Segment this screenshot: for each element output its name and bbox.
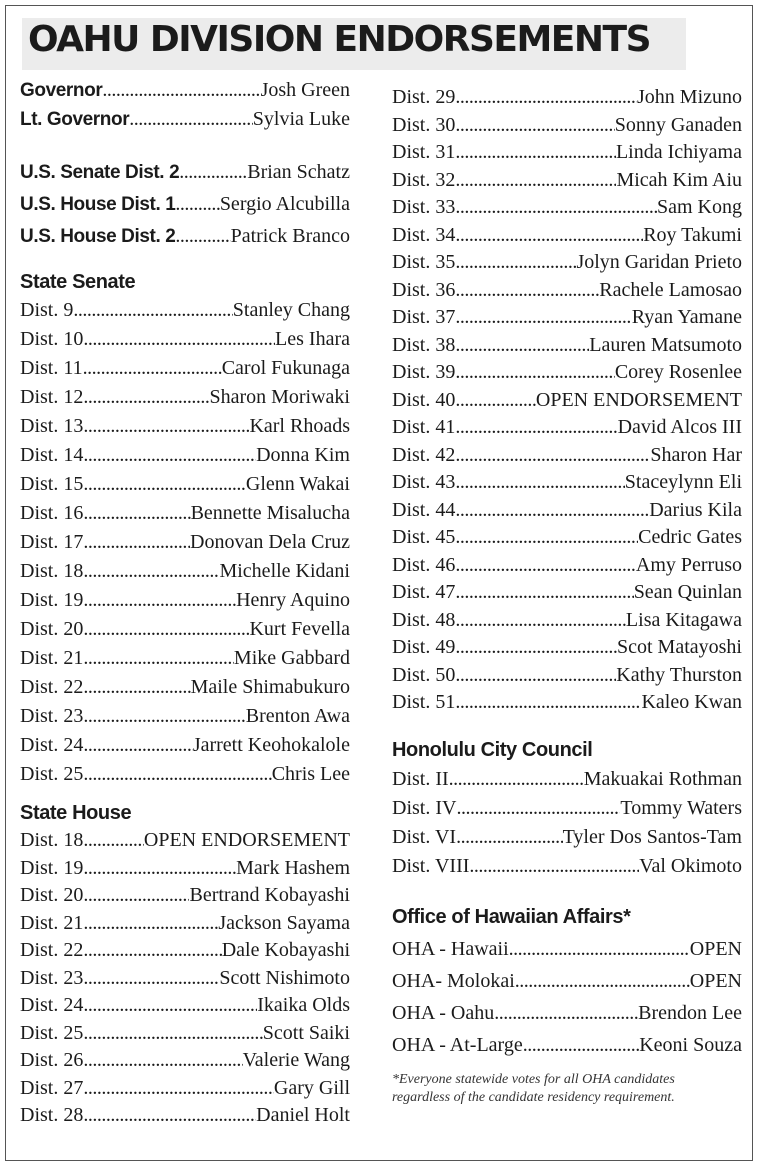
endorsement-row: Dist. 28 ..... Daniel Holt	[20, 1102, 350, 1130]
endorsement-row: Dist. II ..... Makuakai Rothman	[392, 765, 742, 794]
section-heading-oha: Office of Hawaiian Affairs*	[392, 905, 631, 928]
endorsement-row: Dist. 25 ..... Scott Saiki	[20, 1020, 350, 1048]
endorsement-row: Dist. 42 ..... Sharon Har	[392, 442, 742, 470]
endorsement-row: Dist. 22 ..... Dale Kobayashi	[20, 937, 350, 965]
endorsement-row: Dist. VI ..... Tyler Dos Santos-Tam	[392, 823, 742, 852]
oha-footnote: *Everyone statewide votes for all OHA candidates regardless of the candidate residency requirement.	[392, 1071, 675, 1105]
endorsement-row: Dist. 21 ..... Mike Gabbard	[20, 644, 350, 673]
endorsement-row: Dist. 35 ..... Jolyn Garidan Prieto	[392, 249, 742, 277]
endorsement-row: Dist. 34 ..... Roy Takumi	[392, 222, 742, 250]
endorsement-row: Dist. 15 ..... Glenn Wakai	[20, 470, 350, 499]
endorsement-row: Dist. VIII ..... Val Okimoto	[392, 852, 742, 881]
endorsement-row: Dist. 47 ..... Sean Quinlan	[392, 579, 742, 607]
endorsement-row: Dist. 11 ..... Carol Fukunaga	[20, 354, 350, 383]
endorsement-row: Dist. IV ..... Tommy Waters	[392, 794, 742, 823]
endorsement-row: Dist. 18 ..... Michelle Kidani	[20, 557, 350, 586]
endorsement-row: Dist. 48 ..... Lisa Kitagawa	[392, 607, 742, 635]
endorsement-row: Dist. 41 ..... David Alcos III	[392, 414, 742, 442]
endorsement-row: Dist. 24 ..... Jarrett Keohokalole	[20, 731, 350, 760]
endorsement-row: Dist. 40 ..... OPEN ENDORSEMENT	[392, 387, 742, 415]
endorsement-row: Dist. 20 ..... Bertrand Kobayashi	[20, 882, 350, 910]
endorsement-row: Dist. 46 ..... Amy Perruso	[392, 552, 742, 580]
endorsement-row: Dist. 22 ..... Maile Shimabukuro	[20, 673, 350, 702]
endorsement-row: Dist. 33 ..... Sam Kong	[392, 194, 742, 222]
endorsement-row: OHA - At-Large ..... Keoni Souza	[392, 1029, 742, 1061]
left-column	[20, 76, 350, 1130]
endorsement-row: Dist. 50 ..... Kathy Thurston	[392, 662, 742, 690]
endorsement-row: Dist. 12 ..... Sharon Moriwaki	[20, 383, 350, 412]
endorsement-row: Dist. 31 ..... Linda Ichiyama	[392, 139, 742, 167]
endorsement-row: Dist. 23 ..... Brenton Awa	[20, 702, 350, 731]
endorsement-row: Governor ..... Josh Green	[20, 76, 350, 105]
endorsement-row: Dist. 20 ..... Kurt Fevella	[20, 615, 350, 644]
endorsement-row: Dist. 19 ..... Mark Hashem	[20, 855, 350, 883]
page-title: OAHU DIVISION ENDORSEMENTS	[28, 19, 650, 60]
endorsement-row: Lt. Governor ..... Sylvia Luke	[20, 105, 350, 134]
endorsement-row: Dist. 38 ..... Lauren Matsumoto	[392, 332, 742, 360]
endorsement-row: Dist. 36 ..... Rachele Lamosao	[392, 277, 742, 305]
endorsement-row: Dist. 17 ..... Donovan Dela Cruz	[20, 528, 350, 557]
endorsement-row: Dist. 49 ..... Scot Matayoshi	[392, 634, 742, 662]
endorsement-row: Dist. 26 ..... Valerie Wang	[20, 1047, 350, 1075]
endorsement-row: Dist. 13 ..... Karl Rhoads	[20, 412, 350, 441]
endorsement-row: Dist. 16 ..... Bennette Misalucha	[20, 499, 350, 528]
statewide-list	[20, 76, 350, 134]
endorsement-row: Dist. 10 ..... Les Ihara	[20, 325, 350, 354]
endorsement-row: Dist. 39 ..... Corey Rosenlee	[392, 359, 742, 387]
endorsement-row: U.S. House Dist. 2 ..... Patrick Branco	[20, 220, 350, 252]
endorsement-row: OHA- Molokai ..... OPEN	[392, 965, 742, 997]
endorsement-row: Dist. 23 ..... Scott Nishimoto	[20, 965, 350, 993]
federal-list	[20, 156, 350, 252]
endorsement-row: Dist. 45 ..... Cedric Gates	[392, 524, 742, 552]
endorsement-row: OHA - Oahu ..... Brendon Lee	[392, 997, 742, 1029]
endorsement-row: Dist. 32 ..... Micah Kim Aiu	[392, 167, 742, 195]
endorsement-row: Dist. 25 ..... Chris Lee	[20, 760, 350, 789]
city-council-list	[392, 765, 742, 881]
endorsement-row: U.S. Senate Dist. 2 ..... Brian Schatz	[20, 156, 350, 188]
endorsement-row: Dist. 21 ..... Jackson Sayama	[20, 910, 350, 938]
endorsement-row: Dist. 51 ..... Kaleo Kwan	[392, 689, 742, 717]
endorsement-row: Dist. 29 ..... John Mizuno	[392, 84, 742, 112]
endorsement-row: U.S. House Dist. 1 ..... Sergio Alcubilla	[20, 188, 350, 220]
endorsement-row: Dist. 14 ..... Donna Kim	[20, 441, 350, 470]
section-heading-state-senate: State Senate	[20, 271, 136, 293]
endorsement-row: Dist. 44 ..... Darius Kila	[392, 497, 742, 525]
section-heading-city-council: Honolulu City Council	[392, 738, 593, 761]
state-house-list-right	[392, 84, 742, 717]
endorsement-row: Dist. 19 ..... Henry Aquino	[20, 586, 350, 615]
endorsement-row: Dist. 37 ..... Ryan Yamane	[392, 304, 742, 332]
oha-list	[392, 933, 742, 1061]
right-column	[392, 84, 742, 1107]
endorsement-row: Dist. 24 ..... Ikaika Olds	[20, 992, 350, 1020]
section-heading-state-house: State House	[20, 802, 132, 824]
state-house-list-left	[20, 827, 350, 1130]
endorsement-row: OHA - Hawaii ..... OPEN	[392, 933, 742, 965]
endorsement-row: Dist. 18 ..... OPEN ENDORSEMENT	[20, 827, 350, 855]
endorsement-row: Dist. 9 ..... Stanley Chang	[20, 296, 350, 325]
state-senate-list	[20, 296, 350, 789]
endorsement-row: Dist. 27 ..... Gary Gill	[20, 1075, 350, 1103]
endorsement-row: Dist. 43 ..... Staceylynn Eli	[392, 469, 742, 497]
endorsement-row: Dist. 30 ..... Sonny Ganaden	[392, 112, 742, 140]
